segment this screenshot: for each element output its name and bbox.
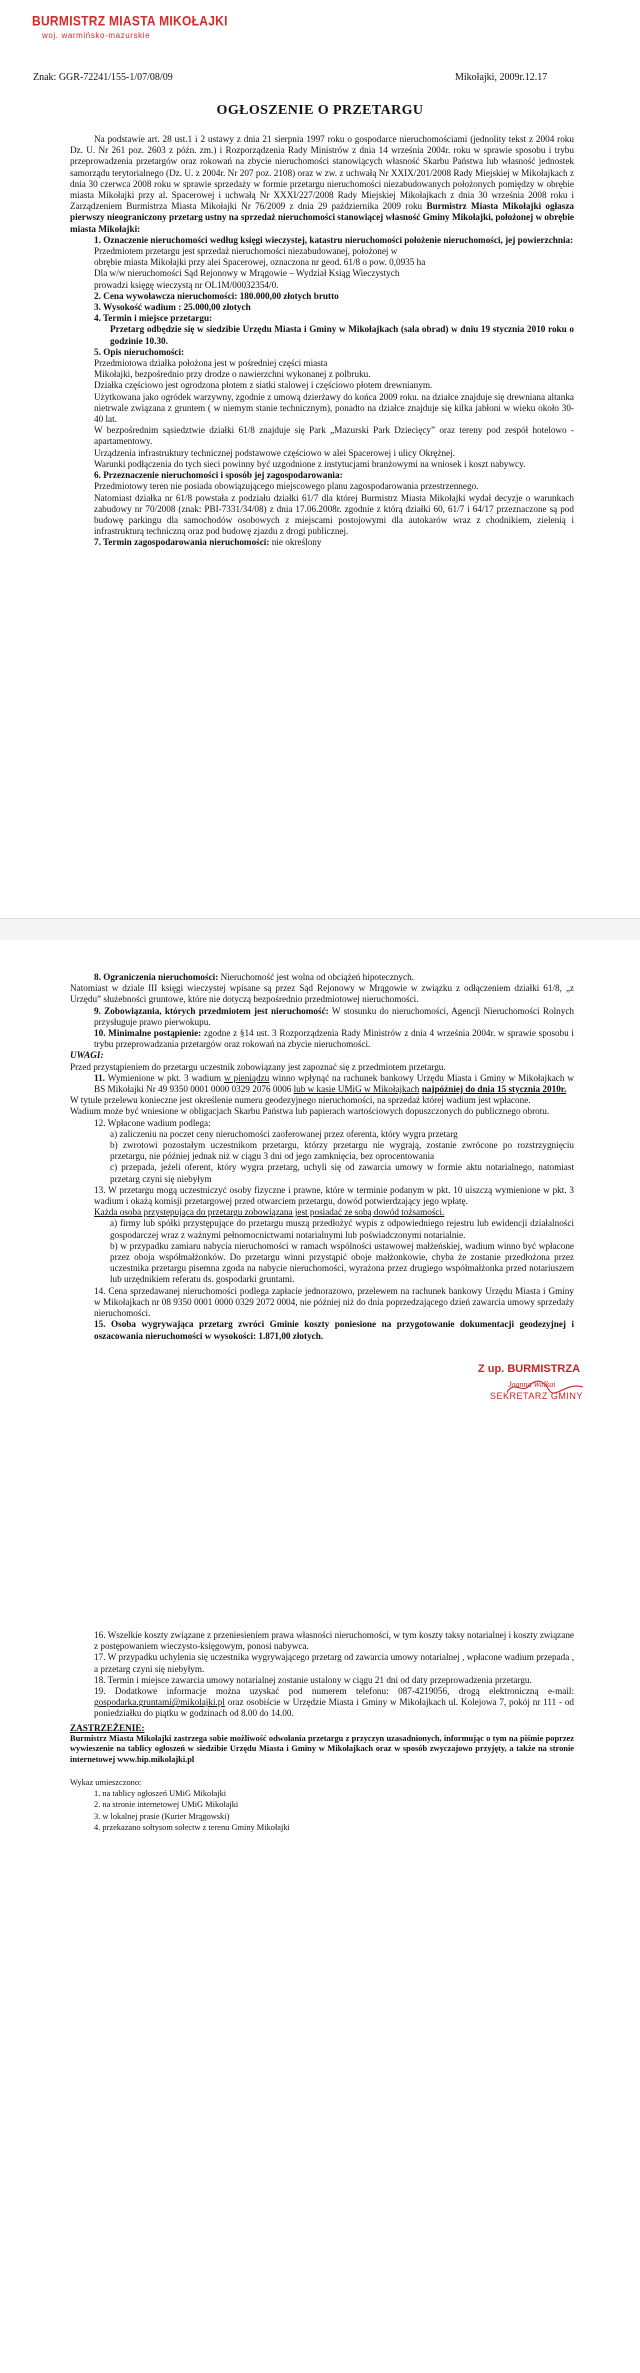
section-10: 10. Minimalne postąpienie: zgodne z §14 ust. 3 Rozporządzenia Rady Ministrów z dnia 4 września 2004r. w sprawie sposobu i trybu przeprowadzania przetargów oraz rokowań na zbycie nieruchomości. <box>94 1028 574 1050</box>
section-11-text: W tytule przelewu konieczne jest określenie numeru geodezyjnego nieruchomości, na sprzedaż której wadium jest wpłacone. <box>70 1095 531 1106</box>
document-title: OGŁOSZENIE O PRZETARGU <box>216 103 424 118</box>
section-8-text: Natomiast w dziale III księgi wieczystej wpisane są przez Sąd Rejonowy w Mrągowie w związku z odłączeniem działki 61/8, „z Urzędu” służebności gruntowe, które nie dotyczą bezpośrednio przedmiotowej nieruchomości. <box>70 983 574 1005</box>
section-19: 19. Dodatkowe informacje można uzyskać pod numerem telefonu: 087-4219056, drogą elektroniczną e-mail: gospodarka.gruntami@mikolajki.pl oraz osobiście w Urzędzie Miasta i Gminy w Mikołajkach ul. Kolejowa 7, pokój nr 111 - od poniedziałku do piątku w godzinach od 8.00 do 14.00. <box>94 1686 575 1719</box>
place-and-date: Mikołajki, 2009r.12.17 <box>455 72 548 83</box>
contact-email[interactable]: gospodarka.gruntami@mikolajki.pl <box>94 1697 225 1708</box>
property-description: W bezpośrednim sąsiedztwie działki 61/8 znajduje się Park „Mazurski Park Dziecięcy” oraz tereny pod zespół hotelowo - apartamentowy. <box>94 425 574 447</box>
posting-list-item: 2. na stronie internetowej UMiG Mikołajki <box>94 1800 239 1810</box>
issuer-name: BURMISTRZ MIASTA MIKOŁAJKI <box>32 12 228 30</box>
remarks-text: Przed przystąpieniem do przetargu uczestnik zobowiązany jest zapoznać się z przedmiotem przetargu. <box>70 1061 446 1072</box>
section-1-line: prowadzi księgę wieczystą nr OL1M/00032354/0. <box>94 279 279 290</box>
section-12-item: c) przepada, jeżeli oferent, który wygra przetarg, uchyli się od zawarcia umowy w formie aktu notarialnego, natomiast przetarg czyni się niebyłym <box>110 1162 574 1184</box>
section-16: 16. Wszelkie koszty związane z przeniesieniem prawa własności nieruchomości, w tym koszty taksy notarialnej i koszty związane z postępowaniem wieczysto-księgowym, ponosi nabywca. <box>94 1630 574 1652</box>
section-4-heading: 4. Termin i miejsce przetargu: <box>94 313 213 324</box>
page-2 <box>0 940 640 2373</box>
section-12-item: a) zaliczeniu na poczet ceny nieruchomości zaoferowanej przez oferenta, który wygra przetarg <box>110 1128 458 1139</box>
posting-list-heading: Wykaz umieszczono: <box>70 1778 142 1788</box>
section-12-heading: 12. Wpłacone wadium podlega: <box>94 1117 211 1128</box>
reference-number: Znak: GGR-72241/155-1/07/08/09 <box>33 72 173 83</box>
property-description: Działka częściowo jest ogrodzona płotem z siatki stalowej i częściowo płotem drewnianym. <box>94 380 433 391</box>
section-1-line: Przedmiotem przetargu jest sprzedaż nieruchomości niezabudowanej, położonej w <box>94 246 398 257</box>
auction-time-place: Przetarg odbędzie się w siedzibie Urzędu Miasta i Gminy w Mikołajkach (sala obrad) w dniu 19 stycznia 2010 roku o godzinie 10.30. <box>110 324 574 346</box>
section-9: 9. Zobowiązania, których przedmiotem jest nieruchomość: W stosunku do nieruchomości, Agencji Nieruchomości Rolnych przysługuje prawo pierwokupu. <box>94 1005 574 1027</box>
section-8: 8. Ograniczenia nieruchomości: Nieruchomość jest wolna od obciążeń hipotecznych. <box>94 972 414 982</box>
posting-list-item: 4. przekazano sołtysom sołectw z terenu Gminy Mikołajki <box>94 1822 290 1832</box>
posting-list-item: 3. w lokalnej prasie (Kurier Mrągowski) <box>94 1811 230 1821</box>
section-11: 11. Wymienione w pkt. 3 wadium w pieniądzu winno wpłynąć na rachunek bankowy Urzędu Miasta i Gminy w Mikołajkach w BS Mikołajki Nr 49 9350 0001 0000 0329 2076 0006 lub w kasie UMiG w Mikołajkach najpóźniej do dnia 15 stycznia 2010r. <box>94 1072 574 1095</box>
property-description: Urządzenia infrastruktury technicznej podstawowe częściowo w alei Spacerowej i ulicy Okrężnej. <box>94 447 455 458</box>
page-separator <box>0 918 640 942</box>
section-13-item: b) w przypadku zamiaru nabycia nieruchomości w ramach wspólności ustawowej małżeńskiej, wadium winno być wpłacone przez oboja współmałżonków. Do przetargu winni przystąpić oboje małżonkowie, chyba że zostanie przedłożona przez uczestnika przetargu pisemna zgoda na nabycie nieruchomości, wyrażona przez drugiego współmałżonka przed notariuszem lub urzędnikiem referatu ds. gospodarki gruntami. <box>110 1240 574 1285</box>
section-1-line: obrębie miasta Mikołajki przy alei Spacerowej, oznaczona nr geod. 61/8 o pow. 0,0935 ha <box>94 257 426 268</box>
section-7: 7. Termin zagospodarowania nieruchomości: nie określony <box>94 537 322 548</box>
section-13-heading: 13. W przetargu mogą uczestniczyć osoby fizyczne i prawne, które w terminie podanym w pkt. 10 uiszczą wymienione w pkt. 3 wadium i okażą komisji przetargowej przed otwarciem przetargu, dowód potwierdzający jego wpłatę. <box>94 1184 574 1207</box>
property-purpose: Natomiast działka nr 61/8 powstała z podziału działki 61/7 dla której Burmistrz Miasta Mikołajki wydał decyzje o warunkach zabudowy nr 70/2008 (znak: PBI-7331/34/08) z dnia 17.06.2008r. zgodnie z którą działki 60, 61/7 i 64/17 przeznaczone są pod budowę parkingu dla samochodów osobowych z miejscami postojowymi dla autokarów wraz z chodnikiem, zielenią i infrastrukturą techniczną oraz pod budowę zjazdu z drogi publicznej. <box>94 492 574 537</box>
section-18: 18. Termin i miejsce zawarcia umowy notarialnej zostanie ustalony w ciągu 21 dni od daty przeprowadzenia przetargu. <box>94 1674 532 1685</box>
issuer-region: woj. warmińsko-mazurskie <box>42 31 151 40</box>
announcement-body <box>70 134 574 549</box>
page-1 <box>0 0 640 918</box>
section-17: 17. W przypadku uchylenia się uczestnika wygrywającego przetarg od zawarcia umowy notarialnej , wpłacone wadium przepada , a przetarg czyni się niebyłym. <box>94 1652 574 1674</box>
posting-list-item: 1. na tablicy ogłoszeń UMiG Mikołajki <box>94 1789 227 1799</box>
property-description: Użytkowana jako ogródek warzywny, zgodnie z umową dzierżawy do końca 2009 roku. na działce znajduje się drewniana altanka nietrwale związana z gruntem ( w niemym stanie technicznym), ponadto na działce znajduje się kilka jabłoni w wieku około 30-40 lat. <box>94 391 574 425</box>
section-15: 15. Osoba wygrywająca przetarg zwróci Gminie koszty poniesione na przygotowanie dokumentacji geodezyjnej i oszacowania nieruchomości w wysokości: 1.871,00 złotych. <box>94 1319 574 1341</box>
section-11-text: Wadium może być wniesione w obligacjach Skarbu Państwa lub papierach wartościowych dopuszczonych do publicznego obrotu. <box>70 1106 550 1117</box>
section-13-item: a) firmy lub spółki przystępujące do przetargu muszą przedłożyć wypis z odpowiedniego rejestru lub ewidencji działalności gospodarczej wraz z ważnymi pełnomocnictwami notarialnymi lub poświadczonymi notarialnie. <box>110 1218 574 1240</box>
starting-price: 2. Cena wywoławcza nieruchomości: 180.000,00 złotych brutto <box>94 290 339 301</box>
remarks-heading: UWAGI: <box>70 1050 104 1061</box>
reservation-text: Burmistrz Miasta Mikołajki zastrzega sobie możliwość odwołania przetargu z przyczyn uzasadnionych, informując o tym na piśmie poprzez wywieszenie na tablicy ogłoszeń w siedzibie Urzędu Miasta i Gminy w Mikołajkach oraz w sposób zwyczajowo przyjęty, a także na stronie internetowej www.bip.mikolajki.pl <box>70 1733 574 1764</box>
signatory-name: Joanna Wolkai <box>508 1380 556 1389</box>
announcement-statement: Burmistrz Miasta Mikołajki ogłasza pierwszy nieograniczony przetarg ustny na sprzedaż nieruchomości stanowiącej własność Gminy Mikołajki, położonej w obrębie miasta Mikołajki: <box>70 201 574 234</box>
announcement-body-continued <box>70 972 574 1342</box>
legal-basis: Na podstawie art. 28 ust.1 i 2 ustawy z dnia 21 sierpnia 1997 roku o gospodarce nieruchomościami (jednolity tekst z 2004 roku Dz. U. Nr 261 poz. 2603 z późn. zm.) i Rozporządzenia Rady Ministrów z dnia 14 września 2004r. roku w sprawie sposobu i trybu przeprowadzenia przetargów oraz rokowań na zbycie nieruchomości stanowiących własność Skarbu Państwa lub własność jednostek samorządu terytorialnego (Dz. U. z 2004r. Nr 207 poz. 2108) oraz w zw. z uchwałą Nr XXIX/201/2008 Rady Miejskiej w Mikołajkach z dnia 30 czerwca 2008 roku w sprawie sprzedaży w formie przetargu nieruchomości niezabudowanych położonych pomiędzy w obrębie miasta Mikołajki przy al. Spacerowej i uchwałą Nr XXXI/227/2008 Rady Miejskiej Mikołajkach z dnia 30 września 2008 roku i Zarządzeniem Burmistrza Miasta Mikołajki Nr 76/2009 z dnia 29 października 2009 roku Burmistrz Miasta Mikołajki ogłasza pierwszy nieograniczony przetarg ustny na sprzedaż nieruchomości stanowiącej własność Gminy Mikołajki, położonej w obrębie miasta Mikołajki: <box>70 134 574 234</box>
section-12-item: b) zwrotowi pozostałym uczestnikom przetargu, którzy przetargu nie wygrają, zostanie zwrócone po rozstrzygnięciu przetargu, nie później jednak niż w ciągu 3 dni od jego zamknięcia, bez oprocentowania <box>110 1140 574 1162</box>
property-description: Warunki podłączenia do tych sieci powinny być uzgodnione z instytucjami branżowymi na wniosek i koszt nabywcy. <box>94 458 526 469</box>
announcement-final-sections <box>70 1630 574 1833</box>
reservation-heading: ZASTRZEŻENIE: <box>70 1722 145 1733</box>
section-14: 14. Cena sprzedawanej nieruchomości podlega zapłacie jednorazowo, przelewem na rachunek bankowy Urzędu Miasta i Gminy w Mikołajkach nr 08 9350 0001 0000 0329 2072 0004, nie później niż do dnia poprzedzającego dzień zawarcia umowy sprzedaży nieruchomości. <box>94 1285 574 1319</box>
section-6-heading: 6. Przeznaczenie nieruchomości i sposób jej zagospodarowania: <box>94 470 343 481</box>
property-purpose: Przedmiotowy teren nie posiada obowiązującego miejscowego planu zagospodarowania przestrzennego. <box>94 481 479 492</box>
deposit-amount: 3. Wysokość wadium : 25.000,00 złotych <box>94 302 251 313</box>
section-1-heading: 1. Oznaczenie nieruchomości według księgi wieczystej, katastru nieruchomości położenie nieruchomości, jej powierzchnia: <box>94 234 574 245</box>
property-description: Mikołajki, bezpośrednio przy drodze o nawierzchni wykonanej z polbruku. <box>94 369 371 380</box>
signature-authority: Z up. BURMISTRZA <box>478 1363 581 1375</box>
property-description: Przedmiotowa działka położona jest w pośredniej części miasta <box>94 358 328 369</box>
signatory-role: SEKRETARZ GMINY <box>490 1391 583 1401</box>
section-1-line: Dla w/w nieruchomości Sąd Rejonowy w Mrągowie – Wydział Ksiąg Wieczystych <box>94 268 400 279</box>
section-5-heading: 5. Opis nieruchomości: <box>94 346 185 357</box>
identity-requirement: Każda osoba przystępująca do przetargu zobowiązana jest posiadać ze sobą dowód tożsamości. <box>94 1207 445 1218</box>
